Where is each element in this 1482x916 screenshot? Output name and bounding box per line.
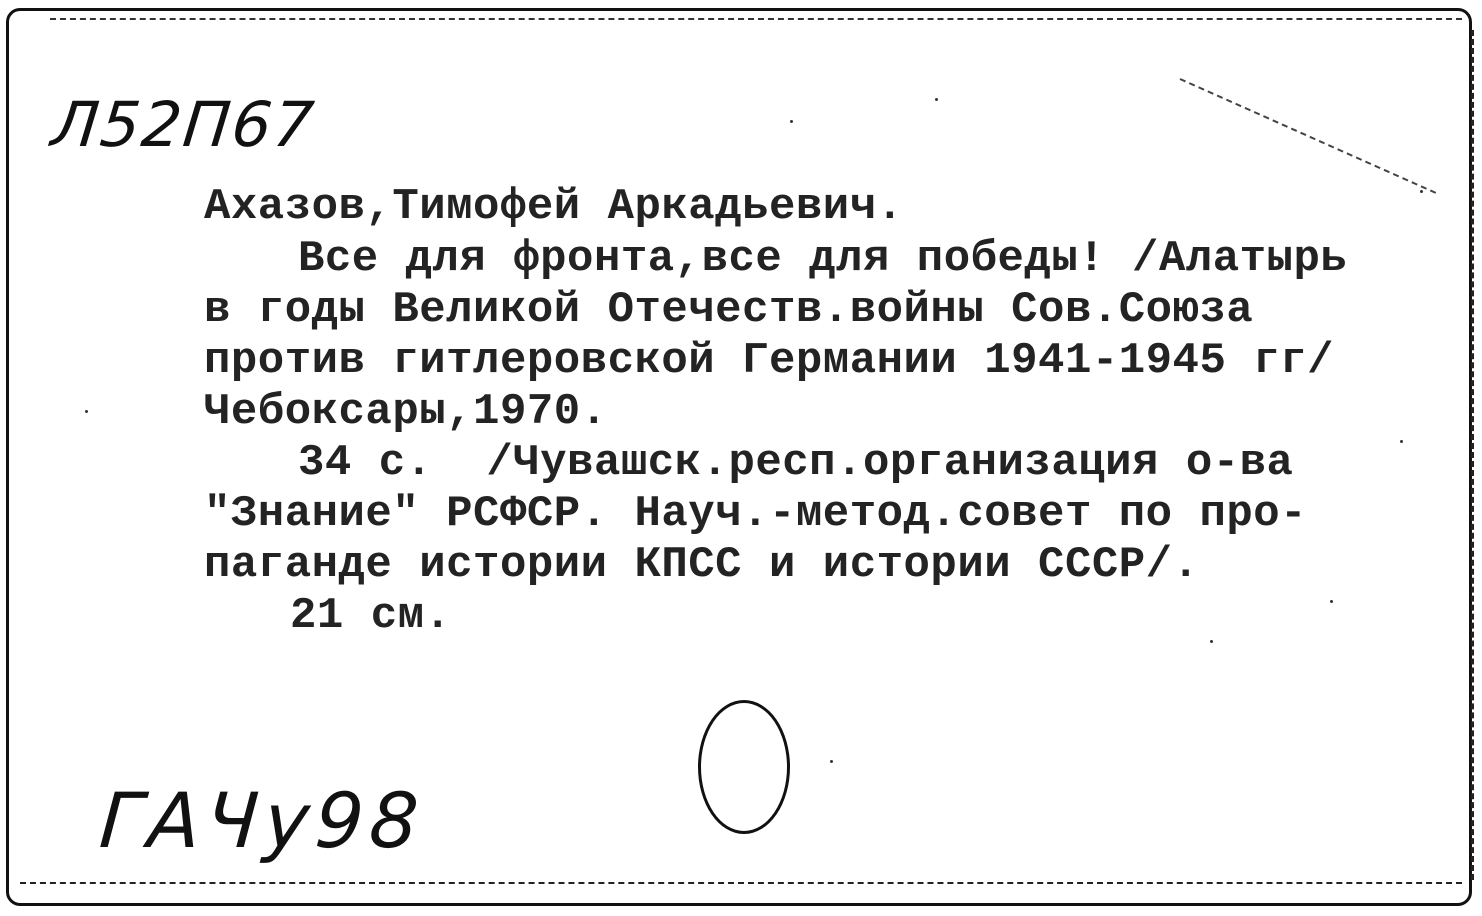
card-bottom-rule [20, 882, 1462, 884]
dimensions-line: 21 см. [290, 591, 452, 641]
speck [1330, 600, 1333, 603]
speck [1210, 640, 1213, 643]
title-line-3: против гитлеровской Германии 1941-1945 гг/ [204, 336, 1334, 386]
pages-series-line-1: 34 с. /Чувашск.респ.организация о-ва [298, 438, 1294, 488]
pages-series-line-2: "Знание" РСФСР. Науч.-метод.совет по про- [204, 489, 1308, 539]
speck [935, 98, 938, 101]
shelf-mark: Л52П67 [48, 88, 319, 161]
speck [790, 120, 793, 123]
punch-hole [698, 700, 790, 834]
author-heading: Ахазов,Тимофей Аркадьевич. [204, 182, 904, 232]
card-top-edge [50, 18, 1462, 20]
speck [85, 410, 88, 413]
title-line-2: в годы Великой Отечеств.войны Сов.Союза [204, 285, 1254, 335]
title-line-1: Все для фронта,все для победы! /Алатырь [298, 234, 1348, 284]
speck [830, 760, 833, 763]
pages-series-line-3: паганде истории КПСС и истории СССР/. [204, 540, 1200, 590]
speck [1400, 440, 1403, 443]
archive-code: ГАЧу98 [96, 776, 428, 865]
card-right-edge [1471, 30, 1474, 880]
speck [1420, 190, 1423, 193]
publication-place-year: Чебоксары,1970. [204, 387, 608, 437]
